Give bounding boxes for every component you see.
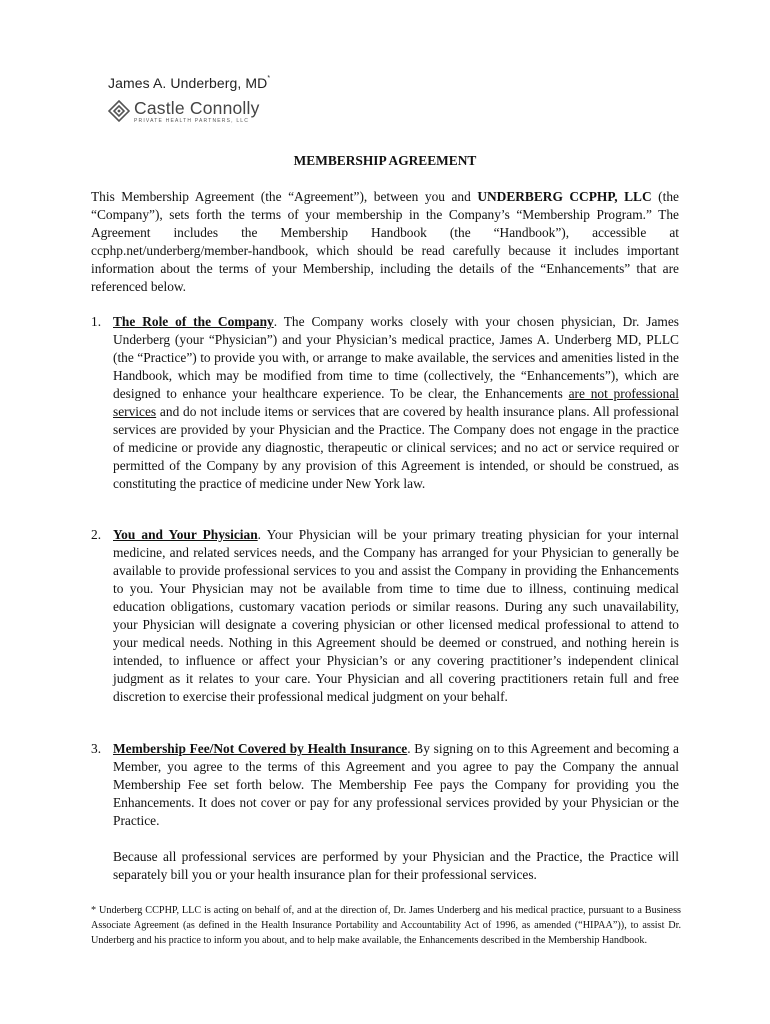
physician-name-text: James A. Underberg, MD — [108, 75, 268, 91]
company-name: UNDERBERG CCPHP, LLC — [477, 189, 652, 204]
castle-connolly-logo — [108, 98, 270, 125]
footnote: * Underberg CCPHP, LLC is acting on behalf of, and at the direction of, Dr. James Underberg and his medical practice, pursuant to a Business Associate Agreement (as defined in the Health Insurance Portability and Accountability Act of 1996, as amended (“HIPAA”)), to assist Dr. Underberg and his practice to inform you about, and to help make available, the Enhancements described in the Membership Handbook. — [91, 905, 681, 946]
physician-footnote-mark: * — [267, 75, 271, 82]
underlined-phrase: are not professional services — [113, 386, 679, 419]
section-heading: The Role of the Company — [113, 314, 274, 329]
intro-text-b: (the “Company”), sets forth the terms of your membership in the Company’s “Membership Program.” The Agreement includes the Membership Handbook (the “Handbook”), accessible at ccphp.net/underberg/member-handbook, which should be read carefully because it includes important information about the terms of your Membership, including the details of the “Enhancements” that are referenced below. — [91, 189, 679, 294]
intro-text-a: This Membership Agreement (the “Agreement”), between you and — [91, 189, 478, 204]
logo-subtitle: PRIVATE HEALTH PARTNERS, LLC — [134, 118, 250, 124]
physician-name — [108, 70, 270, 92]
intro-paragraph — [91, 188, 679, 296]
section-text-a: . By signing on to this Agreement and becoming a Member, you agree to the terms of this Agreement and you agree to pay the Company the annual Membership Fee set forth below. The Membership Fee pays the Company for providing you the Enhancements. It does not cover or pay for any professional services provided by your Physician or the Practice. — [113, 741, 679, 828]
section-role-of-company — [91, 313, 679, 493]
logo-name: Castle Connolly — [134, 98, 260, 118]
section-heading: You and Your Physician — [113, 527, 258, 542]
section-you-and-physician — [91, 526, 679, 706]
castle-connolly-emblem-icon — [108, 100, 130, 122]
section-number: 1. — [91, 314, 102, 329]
section-text-a: . Your Physician will be your primary treating physician for your internal medicine, and related services needs, and the Company has arranged for your Physician to generally be available to provide professional services to you and assist the Company in providing the Enhancements to you. Your Physician may not be available from time to time due to illness, continuing medical education obligations, customary vacation periods or similar reasons. During any such unavailability, your Physician will designate a covering physician or other licensed medical professional to attend to your medical needs. Nothing in this Agreement should be deemed or construed, and nothing herein is intended, to influence or affect your Physician’s or any covering practitioner’s independent clinical judgment as it relates to your care. Your Physician and all covering practitioners retain full and free discretion to exercise their professional medical judgment on your behalf. — [113, 527, 679, 704]
section-text-b: and do not include items or services that are covered by health insurance plans. All professional services are provided by your Physician and the Practice. The Company does not engage in the practice of medicine or provide any diagnostic, therapeutic or clinical services; and no act or service required or permitted of the Company by any provision of this Agreement is intended, or should be construed, as constituting the practice of medicine under New York law. — [113, 404, 679, 491]
letterhead — [108, 70, 270, 125]
document-title: MEMBERSHIP AGREEMENT — [293, 153, 477, 168]
section-number: 3. — [91, 741, 102, 756]
section-number: 2. — [91, 527, 102, 542]
section-heading: Membership Fee/Not Covered by Health Insurance — [113, 741, 408, 756]
section-membership-fee — [91, 740, 679, 830]
section-text-a: . The Company works closely with your chosen physician, Dr. James Underberg (your “Physician”) and your Physician’s medical practice, James A. Underberg MD, PLLC (the “Practice”) to provide you with, or arrange to make available, the services and amenities listed in the Handbook, which may be modified from time to time (collectively, the “Enhancements”), which are designed to enhance your healthcare experience. To be clear, the Enhancements — [113, 314, 679, 401]
section-membership-fee-paragraph-2: Because all professional services are performed by your Physician and the Practice, the Practice will separately bill you or your health insurance plan for their professional services. — [113, 849, 679, 882]
